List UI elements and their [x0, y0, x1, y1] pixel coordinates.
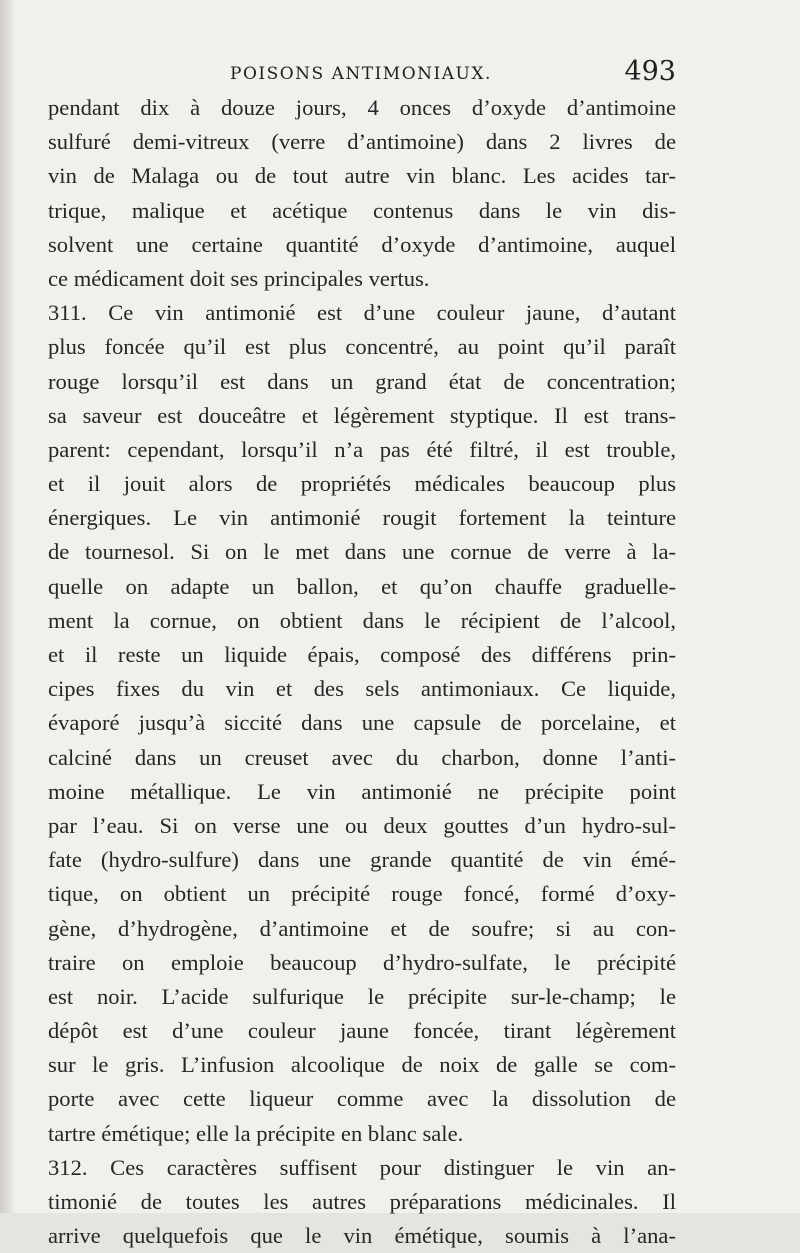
text-line: ment la cornue, on obtient dans le récipient de l’alcool, — [48, 607, 676, 633]
running-head — [48, 56, 676, 92]
text-line: traire on emploie beaucoup d’hydro-sulfate, le précipité — [48, 949, 676, 975]
running-title: POISONS ANTIMONIAUX. — [230, 64, 492, 84]
text-line: est noir. L’acide sulfurique le précipite sur-le-champ; le — [48, 983, 676, 1009]
text-line: évaporé jusqu’à siccité dans une capsule de porcelaine, et — [48, 710, 676, 736]
text-line: vin de Malaga ou de tout autre vin blanc. Les acides tar- — [48, 163, 676, 189]
text-line: sur le gris. L’infusion alcoolique de noix de galle se com- — [48, 1052, 676, 1078]
text-line: sulfuré demi-vitreux (verre d’antimoine) dans 2 livres de — [48, 129, 676, 155]
text-line: dépôt est d’une couleur jaune foncée, tirant légèrement — [48, 1018, 676, 1044]
text-line: calciné dans un creuset avec du charbon, donne l’anti- — [48, 744, 676, 770]
page-number: 493 — [624, 56, 676, 87]
text-line: pendant dix à douze jours, 4 onces d’oxyde d’antimoine — [48, 95, 676, 120]
text-line: moine métallique. Le vin antimonié ne précipite point — [48, 778, 676, 804]
text-line: 312. Ces caractères suffisent pour distinguer le vin an- — [48, 1154, 676, 1180]
text-line: 311. Ce vin antimonié est d’une couleur jaune, d’autant — [48, 300, 676, 326]
text-line: et il jouit alors de propriétés médicales beaucoup plus — [48, 471, 676, 497]
text-line: quelle on adapte un ballon, et qu’on chauffe graduelle- — [48, 573, 676, 599]
text-line: plus foncée qu’il est plus concentré, au point qu’il paraît — [48, 334, 676, 360]
text-line: et il reste un liquide épais, composé des différens prin- — [48, 642, 676, 667]
text-line: timonié de toutes les autres préparations médicinales. Il — [48, 1189, 676, 1214]
text-line: cipes fixes du vin et des sels antimoniaux. Ce liquide, — [48, 676, 676, 702]
text-line: gène, d’hydrogène, d’antimoine et de soufre; si au con- — [48, 915, 676, 941]
text-line: porte avec cette liqueur comme avec la dissolution de — [48, 1086, 676, 1112]
page-edge-shadow — [0, 0, 14, 1213]
text-line: fate (hydro-sulfure) dans une grande quantité de vin émé- — [48, 847, 676, 873]
text-line: de tournesol. Si on le met dans une cornue de verre à la- — [48, 539, 676, 565]
text-line: parent: cependant, lorsqu’il n’a pas été filtré, il est trouble, — [48, 436, 676, 462]
text-line: rouge lorsqu’il est dans un grand état de concentration; — [48, 368, 676, 394]
text-line: arrive quelquefois que le vin émétique, soumis à l’ana- — [48, 1223, 676, 1249]
text-line: ce médicament doit ses principales vertus. — [48, 265, 430, 291]
text-line: par l’eau. Si on verse une ou deux gouttes d’un hydro-sul- — [48, 812, 676, 838]
text-line: tartre émétique; elle la précipite en blanc sale. — [48, 1120, 464, 1146]
body-text — [48, 91, 676, 1253]
text-line: sa saveur est douceâtre et légèrement styptique. Il est trans- — [48, 402, 676, 428]
text-line: tique, on obtient un précipité rouge foncé, formé d’oxy- — [48, 881, 676, 907]
text-line: énergiques. Le vin antimonié rougit fortement la teinture — [48, 505, 676, 531]
text-line: solvent une certaine quantité d’oxyde d’antimoine, auquel — [48, 231, 676, 257]
text-line: trique, malique et acétique contenus dans le vin dis- — [48, 197, 676, 223]
